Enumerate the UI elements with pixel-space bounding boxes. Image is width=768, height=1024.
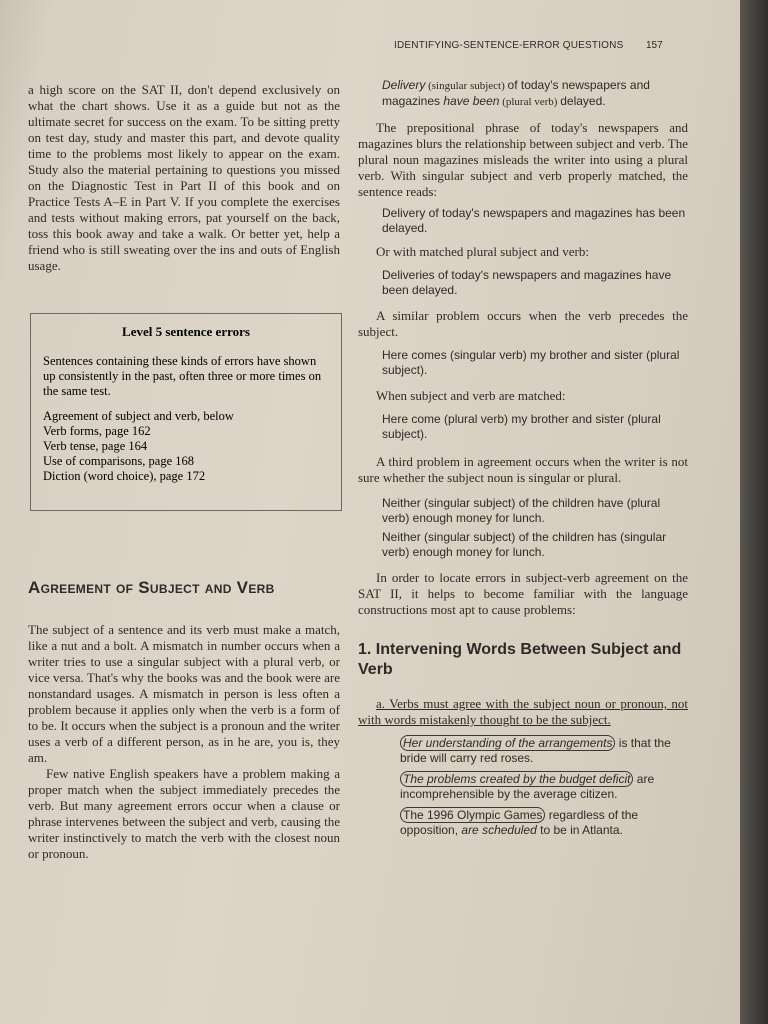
- example-text: is that the bride will carry red roses.: [400, 736, 671, 765]
- right-column: [358, 78, 688, 838]
- section-heading-wrap: [28, 578, 340, 598]
- circled-subject: The 1996 Olympic Games: [400, 807, 545, 823]
- example-neither-have: Neither (singular subject) of the children have (plural verb) enough money for lunch.: [382, 496, 661, 525]
- example-text: delayed.: [560, 94, 606, 108]
- example-text: regardless of the opposition,: [400, 808, 639, 837]
- box-item: Agreement of subject and verb, below: [43, 409, 234, 423]
- example-note: (singular subject): [425, 80, 508, 92]
- box-item: Use of comparisons, page 168: [43, 454, 195, 468]
- example-understanding: [400, 736, 688, 766]
- example-corrected: Delivery of today's newspapers and magazines has been delayed.: [382, 206, 686, 235]
- running-header: IDENTIFYING-SENTENCE-ERROR QUESTIONS: [394, 40, 624, 51]
- locate-errors-paragraph: In order to locate errors in subject-verb agreement on the SAT II, it helps to become familiar with the language constructions most apt to cause problems:: [358, 570, 688, 617]
- matched-lead: When subject and verb are matched:: [376, 388, 566, 403]
- example-text: to be in Atlanta.: [536, 823, 623, 837]
- prepositional-paragraph: The prepositional phrase of today's newspapers and magazines blurs the relationship between subject and verb. The plural noun magazines misleads the writer into using a plural verb. With singular subject and verb properly matched, the sentence reads:: [358, 120, 688, 199]
- agreement-paragraph-2: Few native English speakers have a problem making a proper match when the subject immediately precedes the verb. But many agreement errors occur when a clause or phrase intervenes between the subject and verb, causing the writer instinctively to match the verb with the closest noun or pronoun.: [28, 766, 340, 861]
- example-note: (plural verb): [499, 96, 561, 108]
- agreement-text: [28, 622, 340, 862]
- example-here-come: Here come (plural verb) my brother and sister (plural subject).: [382, 412, 661, 441]
- intro-paragraph: a high score on the SAT II, don't depend exclusively on what the chart shows. Use it as a guide but not as the ultimate secret for success on the exam. To be sitting pretty on test day, study and master this part, and devote quality time to the problems most likely to appear on the exam. Study also the material pertaining to questions you missed on the Diagnostic Test in Part II of this book and on Practice Tests A–E in Part V. If you complete the exercises and tests without making errors, pat yourself on the back, toss this book away and take a walk. Or better yet, help a friend who is still sweating over the ins and outs of English usage.: [28, 82, 340, 273]
- page-number: 157: [646, 40, 663, 51]
- box-item: Verb tense, page 164: [43, 439, 148, 453]
- example-text: have been: [443, 94, 500, 108]
- circled-subject: The problems created by the budget deficit: [400, 771, 633, 787]
- example-text: are incomprehensible by the average citizen.: [400, 772, 655, 801]
- example-text: Delivery: [382, 78, 426, 92]
- circled-subject: Her understanding of the arrangements: [400, 735, 615, 751]
- page-edge-shadow: [740, 0, 768, 1024]
- box-title: Level 5 sentence errors: [122, 324, 250, 339]
- example-text: of today's newspapers and magazines: [382, 78, 650, 108]
- example-text: are scheduled: [461, 823, 537, 837]
- box-item: Diction (word choice), page 172: [43, 469, 206, 483]
- example-problems: [400, 772, 688, 802]
- left-column: [28, 82, 340, 274]
- subsection-heading: 1. Intervening Words Between Subject and Verb: [358, 641, 682, 678]
- example-neither-has: Neither (singular subject) of the children has (singular verb) enough money for lunch.: [382, 530, 667, 559]
- example-here-comes: Here comes (singular verb) my brother and sister (plural subject).: [382, 348, 680, 377]
- box-item: Verb forms, page 162: [43, 424, 151, 438]
- level-5-errors-box: [30, 313, 342, 511]
- similar-problem-paragraph: A similar problem occurs when the verb precedes the subject.: [358, 308, 688, 339]
- example-plural: Deliveries of today's newspapers and magazines have been delayed.: [382, 268, 672, 297]
- box-description: Sentences containing these kinds of errors have shown up consistently in the past, often three or more times on the same test.: [43, 354, 322, 398]
- plural-lead: Or with matched plural subject and verb:: [376, 244, 589, 259]
- example-olympics: [400, 808, 688, 838]
- third-problem-paragraph: A third problem in agreement occurs when the writer is not sure whether the subject noun is singular or plural.: [358, 454, 688, 485]
- rule-a: a. Verbs must agree with the subject noun or pronoun, not with words mistakenly thought to be the subject.: [358, 696, 688, 727]
- example-delivery: [382, 78, 688, 110]
- section-title: Agreement of Subject and Verb: [28, 578, 275, 597]
- agreement-paragraph-1: The subject of a sentence and its verb must make a match, like a nut and a bolt. A mismatch in number occurs when a writer tries to use a singular subject with a plural verb, or vice versa. That's why the books was and the book were are nonstandard usages. A mismatch in person is less often a problem because it applies only when the verb is a form of to be. It occurs when the subject is a pronoun and the writer uses a verb of a different person, as in he are, you is, they am.: [28, 622, 340, 765]
